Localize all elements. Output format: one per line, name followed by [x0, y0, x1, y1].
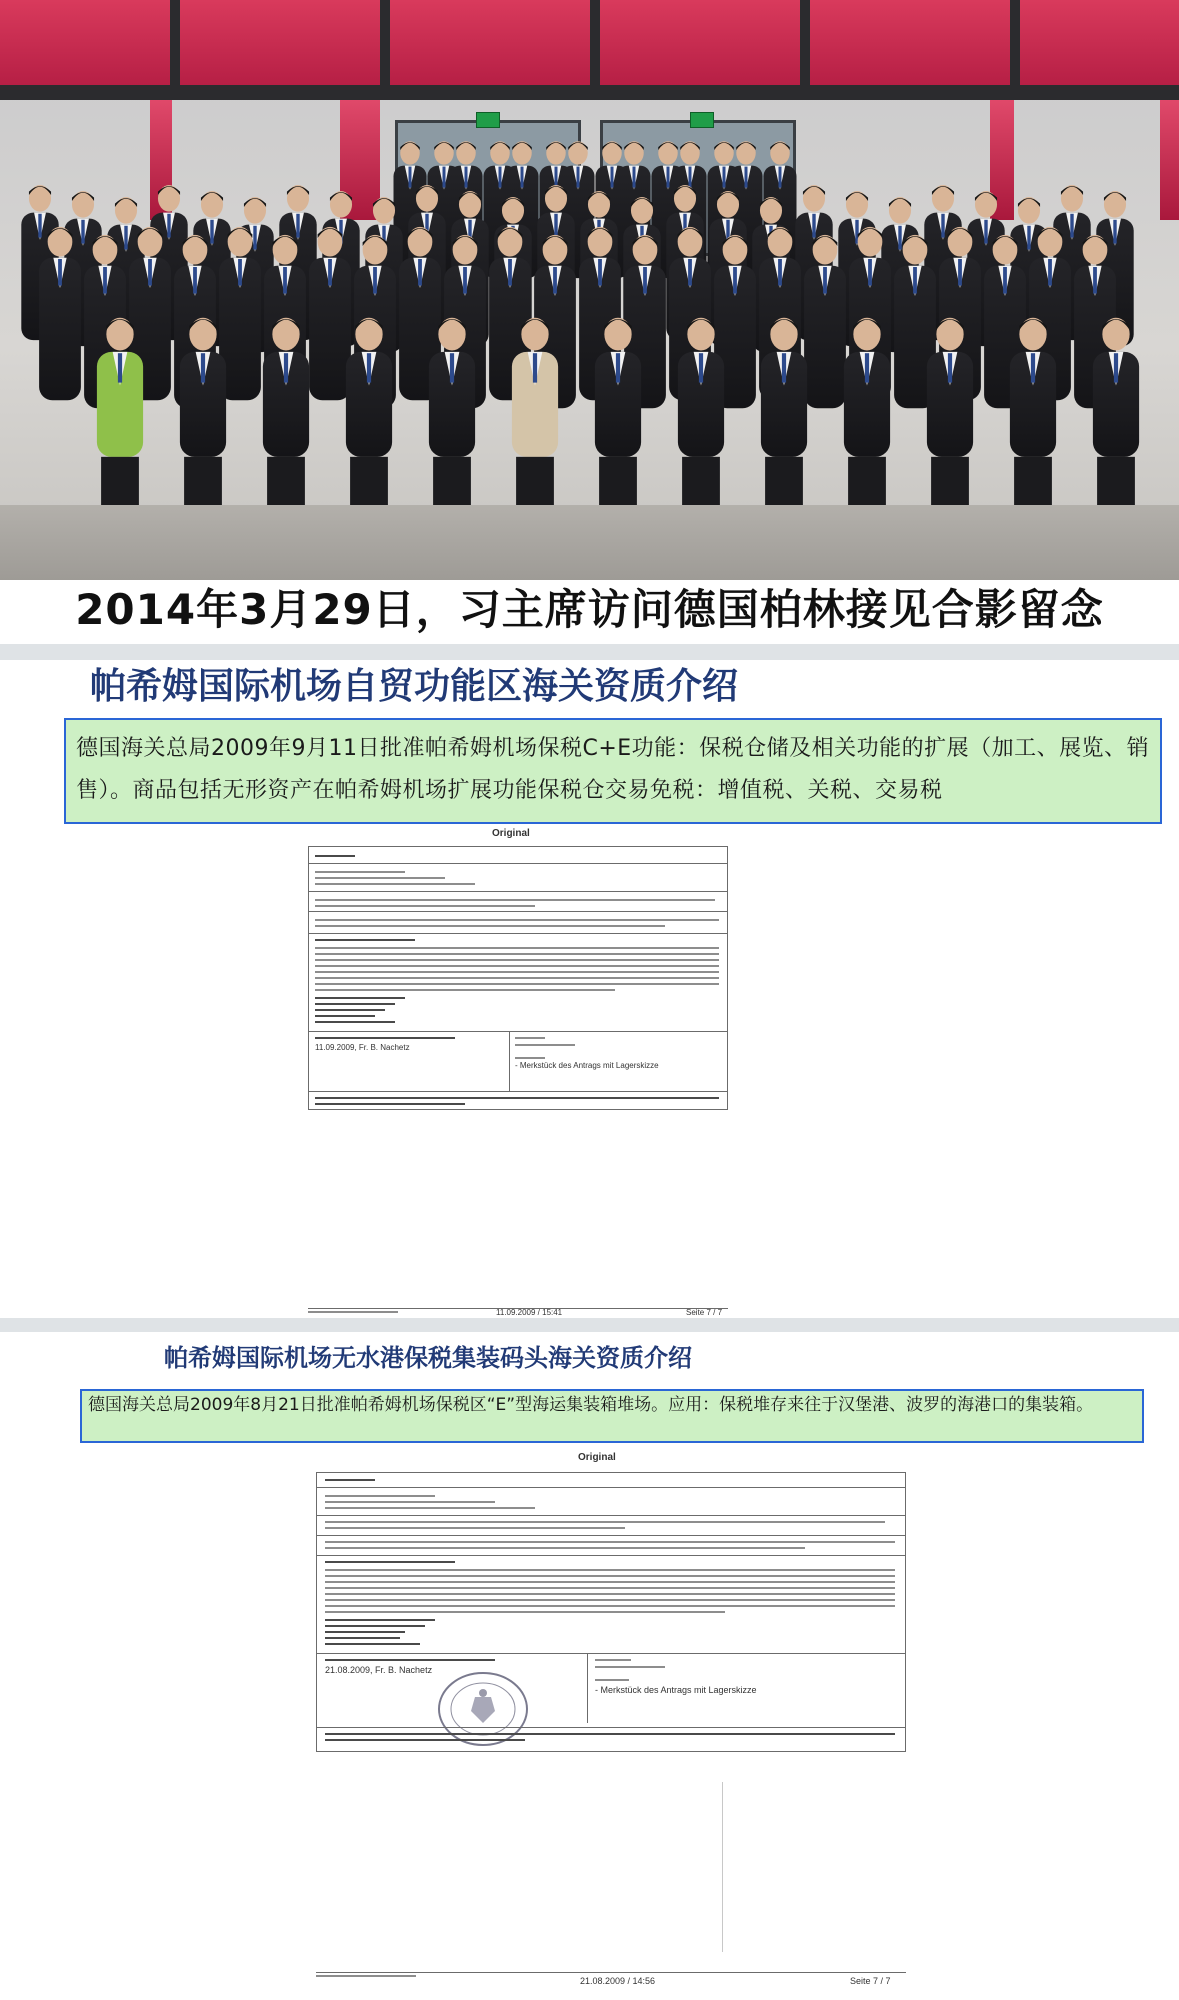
description-box: 德国海关总局2009年8月21日批准帕希姆机场保税区“E”型海运集装箱堆场。应用：保税堆存来往于汉堡港、波罗的海港口的集装箱。	[80, 1389, 1144, 1443]
group-photo	[0, 0, 1179, 580]
official-seal	[435, 1669, 531, 1749]
customs-permit-document	[300, 828, 740, 1318]
footer-date: 21.08.2009 / 14:56	[580, 1976, 656, 1986]
footer-date: 11.09.2009 / 15:41	[496, 1308, 563, 1317]
section-pachim-ftz-customs	[0, 660, 1179, 1318]
footer-page: Seite 7 / 7	[686, 1308, 723, 1317]
section-title: 帕希姆国际机场无水港保税集装码头海关资质介绍	[164, 1344, 692, 1372]
separator	[0, 1318, 1179, 1332]
document-header: Original	[492, 828, 530, 839]
separator	[0, 644, 1179, 660]
document-header: Original	[578, 1452, 616, 1463]
photo-caption: 2014年3月29日，习主席访问德国柏林接见合影留念	[0, 580, 1179, 640]
attachment-note: - Merkstück des Antrags mit Lagerskizze	[515, 1061, 659, 1070]
description-box: 德国海关总局2009年9月11日批准帕希姆机场保税C+E功能：保税仓储及相关功能的扩展（加工、展览、销售）。商品包括无形资产在帕希姆机场扩展功能保税仓交易免税：增值税、关税、交易税	[64, 718, 1162, 824]
customs-permit-document	[310, 1452, 910, 1992]
signature-line: 21.08.2009, Fr. B. Nachetz	[325, 1665, 433, 1675]
people-illustration	[0, 0, 1179, 580]
attachment-note: - Merkstück des Antrags mit Lagerskizze	[595, 1685, 757, 1695]
section-title: 帕希姆国际机场自贸功能区海关资质介绍	[90, 666, 739, 707]
footer-page: Seite 7 / 7	[850, 1976, 891, 1986]
signature-line: 11.09.2009, Fr. B. Nachetz	[315, 1043, 410, 1052]
section-dry-port-customs	[0, 1332, 1179, 2000]
